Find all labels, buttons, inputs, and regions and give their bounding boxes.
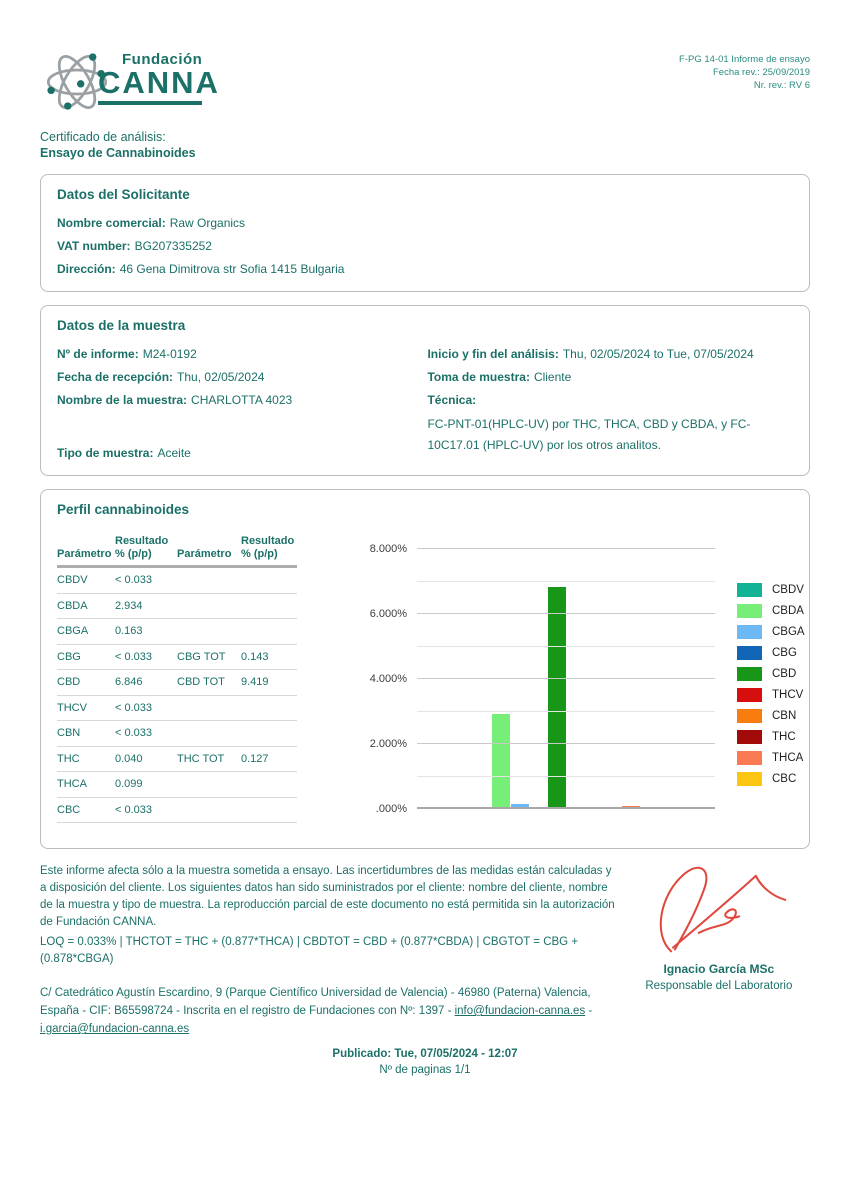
legend-label: CBG bbox=[772, 646, 797, 659]
published-line: Publicado: Tue, 07/05/2024 - 12:07 bbox=[332, 1048, 518, 1060]
legend-label: CBN bbox=[772, 709, 797, 722]
muestra-box bbox=[40, 305, 810, 476]
address-text: C/ Catedrático Agustín Escardino, 9 (Parque Científico Universidad de Valencia) - 46980 (Paterna) Valencia, España - CIF: B65598724 - Inscrita en el registro de Fundaciones con Nº: 1397 - bbox=[40, 987, 591, 1017]
table-cell: CBGA bbox=[57, 625, 89, 638]
email-link-info[interactable]: info@fundacion-canna.es bbox=[454, 1005, 586, 1017]
legend-entry-thc bbox=[737, 726, 805, 747]
table-cell: 0.099 bbox=[115, 778, 143, 791]
pages-line: Nº de paginas 1/1 bbox=[379, 1064, 471, 1076]
table-cell: CBC bbox=[57, 803, 81, 816]
legend-swatch bbox=[737, 709, 762, 723]
doc-info-line: Nr. rev.: RV 6 bbox=[753, 80, 810, 91]
logo-fundacion: Fundación bbox=[122, 51, 203, 68]
loq-formulas: LOQ = 0.033% | THCTOT = THC + (0.877*THCA) | CBDTOT = CBD + (0.877*CBDA) | CBGTOT = CBG + (0.878*CBGA) bbox=[40, 936, 579, 965]
table-body bbox=[57, 568, 297, 823]
table-cell: THCV bbox=[57, 701, 87, 714]
legend-swatch bbox=[737, 646, 762, 660]
solicitante-box bbox=[40, 174, 810, 292]
email-link-igarcia[interactable]: i.garcia@fundacion-canna.es bbox=[40, 1023, 190, 1035]
table-cell: 0.143 bbox=[241, 650, 269, 663]
table-cell: 0.163 bbox=[115, 625, 143, 638]
gridline bbox=[417, 548, 715, 549]
table-row bbox=[57, 645, 297, 671]
field-fecha-recepcion: Fecha de recepción: Thu, 02/05/2024 bbox=[57, 370, 265, 384]
canna-logo bbox=[40, 45, 220, 119]
cannabinoid-chart bbox=[345, 527, 805, 823]
table-cell: 0.040 bbox=[115, 752, 143, 765]
footer-left bbox=[40, 863, 616, 1038]
table-row bbox=[57, 619, 297, 645]
table-row bbox=[57, 670, 297, 696]
perfil-box bbox=[40, 489, 810, 849]
field-nombre-comercial: Nombre comercial: Raw Organics bbox=[57, 216, 246, 230]
y-axis-tick-label: .000% bbox=[375, 803, 407, 815]
field-inicio-fin: Inicio y fin del análisis: Thu, 02/05/2024 to Tue, 07/05/2024 bbox=[427, 347, 754, 361]
y-axis-tick-label: 2.000% bbox=[369, 738, 407, 750]
legend-label: THC bbox=[772, 730, 796, 743]
table-cell: 6.846 bbox=[115, 676, 143, 689]
table-cell: THC TOT bbox=[177, 752, 225, 765]
gridline bbox=[417, 776, 715, 777]
legend-swatch bbox=[737, 688, 762, 702]
table-row bbox=[57, 747, 297, 773]
table-row bbox=[57, 798, 297, 824]
legend-label: CBDA bbox=[772, 604, 804, 617]
perfil-title: Perfil cannabinoides bbox=[57, 502, 190, 517]
legend-swatch bbox=[737, 625, 762, 639]
bar-cbda bbox=[492, 714, 510, 809]
legend-entry-cbdv bbox=[737, 579, 805, 600]
table-cell: CBG TOT bbox=[177, 650, 226, 663]
table-cell: 2.934 bbox=[115, 599, 143, 612]
gridline bbox=[417, 581, 715, 582]
table-cell: CBDA bbox=[57, 599, 88, 612]
col-header-resultado-2: Resultado % (p/p) bbox=[241, 535, 295, 560]
table-cell: CBD bbox=[57, 676, 81, 689]
col-header-parametro-2: Parámetro bbox=[177, 548, 232, 560]
gridline bbox=[417, 743, 715, 744]
footer bbox=[40, 863, 810, 1038]
legend-label: THCV bbox=[772, 688, 804, 701]
legend-swatch bbox=[737, 730, 762, 744]
field-direccion: Dirección: 46 Gena Dimitrova str Sofia 1415 Bulgaria bbox=[57, 262, 345, 276]
legend-swatch bbox=[737, 583, 762, 597]
signature-icon bbox=[644, 863, 794, 955]
table-row bbox=[57, 721, 297, 747]
legend-entry-thca bbox=[737, 747, 805, 768]
gridline bbox=[417, 678, 715, 679]
muestra-right-column bbox=[427, 343, 793, 465]
legend-swatch bbox=[737, 772, 762, 786]
address-block: C/ Catedrático Agustín Escardino, 9 (Parque Científico Universidad de Valencia) - 46980 (Paterna) Valencia, España - CIF: B65598724 - Inscrita en el registro de Fundaciones con Nº: 1397 - info@fundacion-canna.es - i.garcia@fundacion-canna.es bbox=[40, 987, 593, 1035]
table-cell: 9.419 bbox=[241, 676, 269, 689]
field-tecnica-text: FC-PNT-01(HPLC-UV) por THC, THCA, CBD y CBDA, y FC-10C17.01 (HPLC-UV) por los otros analitos. bbox=[427, 417, 751, 452]
col-header-resultado-1: Resultado % (p/p) bbox=[115, 535, 169, 560]
table-row bbox=[57, 568, 297, 594]
y-axis-tick-label: 8.000% bbox=[369, 543, 407, 555]
col-header-parametro-1: Parámetro bbox=[57, 548, 112, 560]
gridline bbox=[417, 807, 715, 809]
doc-info-line: F-PG 14-01 Informe de ensayo bbox=[679, 54, 810, 65]
legend-entry-thcv bbox=[737, 684, 805, 705]
legend-label: CBD bbox=[772, 667, 797, 680]
logo-canna: CANNA bbox=[98, 65, 220, 100]
table-row bbox=[57, 594, 297, 620]
legend-swatch bbox=[737, 667, 762, 681]
solicitante-title: Datos del Solicitante bbox=[57, 187, 190, 202]
table-row bbox=[57, 772, 297, 798]
table-cell: < 0.033 bbox=[115, 574, 153, 587]
legend-entry-cbga bbox=[737, 621, 805, 642]
table-cell: CBG bbox=[57, 650, 81, 663]
muestra-left-column bbox=[57, 343, 427, 465]
muestra-title: Datos de la muestra bbox=[57, 318, 186, 333]
chart-legend bbox=[737, 579, 805, 823]
gridline bbox=[417, 613, 715, 614]
gridline bbox=[417, 711, 715, 712]
table-cell: CBN bbox=[57, 727, 81, 740]
publication-block bbox=[40, 1048, 810, 1076]
table-cell: THC bbox=[57, 752, 80, 765]
doc-info bbox=[679, 45, 810, 92]
legend-entry-cbg bbox=[737, 642, 805, 663]
legend-label: CBC bbox=[772, 772, 797, 785]
y-axis-tick-label: 6.000% bbox=[369, 608, 407, 620]
legend-entry-cbc bbox=[737, 768, 805, 789]
cert-line2: Ensayo de Cannabinoides bbox=[40, 146, 196, 160]
table-cell: < 0.033 bbox=[115, 701, 153, 714]
legend-entry-cbd bbox=[737, 663, 805, 684]
legend-label: CBGA bbox=[772, 625, 805, 638]
field-tipo-muestra: Tipo de muestra: Aceite bbox=[57, 446, 191, 460]
gridline bbox=[417, 646, 715, 647]
header bbox=[40, 45, 810, 119]
legend-entry-cbn bbox=[737, 705, 805, 726]
field-num-informe: Nº de informe: M24-0192 bbox=[57, 347, 197, 361]
cert-line1: Certificado de análisis: bbox=[40, 130, 166, 144]
table-row bbox=[57, 696, 297, 722]
table-cell: 0.127 bbox=[241, 752, 269, 765]
legend-entry-cbda bbox=[737, 600, 805, 621]
doc-info-line: Fecha rev.: 25/09/2019 bbox=[713, 67, 810, 78]
field-toma-muestra: Toma de muestra: Cliente bbox=[427, 370, 572, 384]
logo-text bbox=[98, 51, 220, 105]
certificate-title bbox=[40, 129, 810, 161]
field-tecnica-label: Técnica: bbox=[427, 393, 477, 407]
table-cell: < 0.033 bbox=[115, 650, 153, 663]
legend-label: THCA bbox=[772, 751, 804, 764]
legend-swatch bbox=[737, 751, 762, 765]
signer-name: Ignacio García MSc bbox=[663, 962, 775, 976]
y-axis-tick-label: 4.000% bbox=[369, 673, 407, 685]
chart-plot-area bbox=[369, 543, 715, 815]
signature-block bbox=[628, 863, 810, 1038]
logo-underline bbox=[98, 101, 202, 105]
field-nombre-muestra: Nombre de la muestra: CHARLOTTA 4023 bbox=[57, 393, 293, 407]
disclaimer-text: Este informe afecta sólo a la muestra sometida a ensayo. Las incertidumbres de las medidas están calculadas y a disposición del cliente. Los siguientes datos han sido suministrados por el cliente: nombre del cliente, nombre de la muestra y tipo de muestra. La reproducción parcial de este documento no está permitida sin la autorización de Fundación CANNA. bbox=[40, 865, 615, 928]
table-cell: < 0.033 bbox=[115, 727, 153, 740]
table-cell: CBD TOT bbox=[177, 676, 225, 689]
legend-swatch bbox=[737, 604, 762, 618]
table-cell: < 0.033 bbox=[115, 803, 153, 816]
chart-bars bbox=[417, 549, 715, 809]
table-cell: THCA bbox=[57, 778, 87, 791]
legend-label: CBDV bbox=[772, 583, 804, 596]
signer-role: Responsable del Laboratorio bbox=[645, 980, 793, 992]
cannabinoid-table bbox=[57, 535, 297, 823]
field-vat-number: VAT number: BG207335252 bbox=[57, 239, 212, 253]
table-cell: CBDV bbox=[57, 574, 88, 587]
table-header-row bbox=[57, 535, 297, 568]
